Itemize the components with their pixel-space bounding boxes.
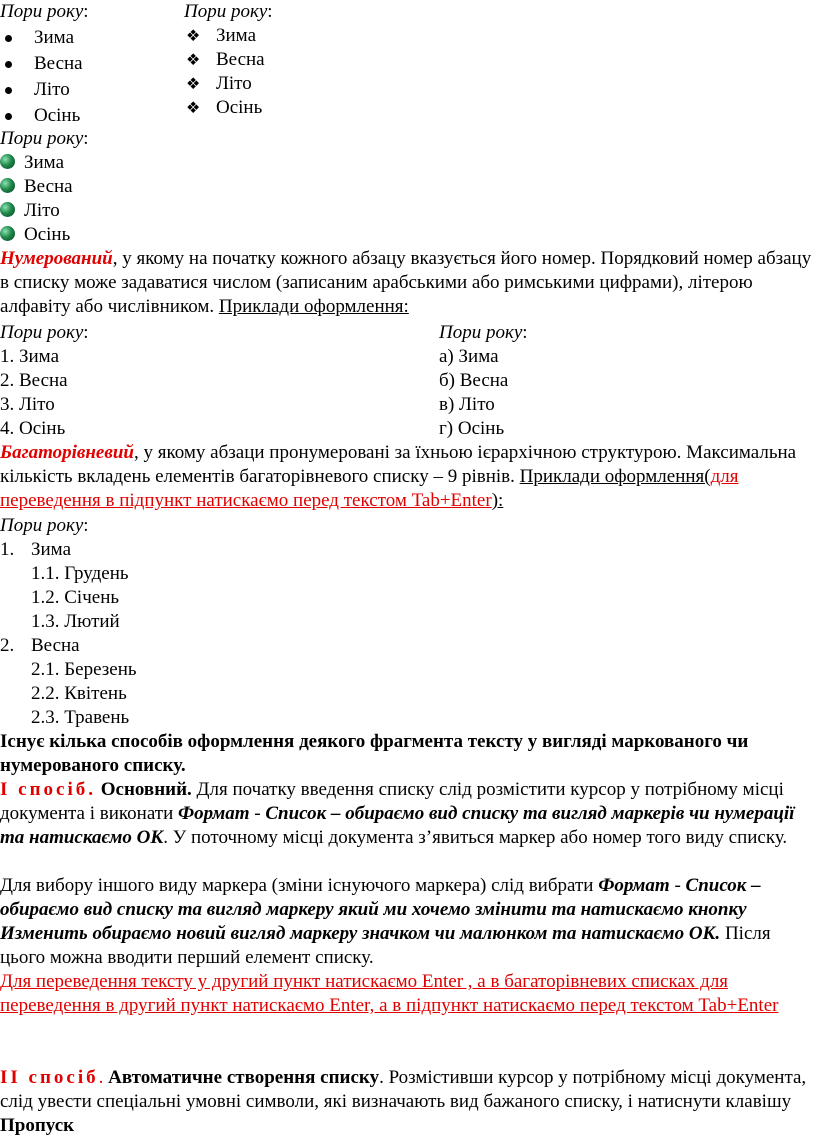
picture-bullet-icon (0, 178, 15, 193)
method-1-change-marker-paragraph: Для вибору іншого виду маркера (зміни існуючого маркера) слід вибрати Формат - Список – обираємо вид списку та вигляд маркеру який ми хочемо змінити та натискаємо кнопку Изменить обираємо новий вигляд маркеру значком чи малюнком та натискаємо ОК. Після цього можна вводити перший елемент списку. (0, 875, 771, 968)
sub-list-item: 1.3. Лютий (31, 611, 120, 632)
bullet-dot-icon (5, 87, 12, 94)
diamond-bullet-icon: ❖ (186, 50, 201, 69)
sub-list-item: 1.1. Грудень (31, 563, 129, 584)
list-title-globes: Пори року: (0, 128, 89, 149)
list-item: 1. Зима (0, 346, 60, 367)
list-item: в) Літо (439, 394, 495, 415)
list-item: а) Зима (439, 346, 499, 367)
numbered-example-title: Пори року: (0, 322, 89, 343)
enter-key-note: Для переведення тексту у другий пункт натискаємо Enter , а в багаторівневих списках для переведення в другий пункт натискаємо Enter, а в підпункт натискаємо перед текстом Tab+Enter (0, 971, 779, 1016)
list-title-dots: Пори року: (0, 1, 89, 22)
picture-bullet-icon (0, 226, 15, 241)
bullet-dot-icon (5, 35, 12, 42)
list-item: 2. Весна (0, 370, 68, 391)
method-2-paragraph: ІІ спосіб. Автоматичне створення списку. Розмістивши курсор у потрібному місці документа, слід увести спеціальні умовні символи, які визначають вид бажаного списку, і натиснути клавішу Пропуск (0, 1067, 807, 1136)
method-1-paragraph: І спосіб. Основний. Для початку введення списку слід розмістити курсор у потрібному місці документа і виконати Формат - Список – обираємо вид списку та вигляд маркерів чи нумерації та натискаємо ОК. У поточному місці документа з’явиться маркер або номер того виду списку. (0, 779, 795, 848)
list-item: г) Осінь (439, 418, 505, 439)
list-item: 4. Осінь (0, 418, 66, 439)
methods-heading: Існує кілька способів оформлення деякого фрагмента тексту у вигляді маркованого чи нумерованого списку. (0, 731, 749, 776)
sub-list-item: 2.2. Квітень (31, 683, 127, 704)
sub-list-item: 2.3. Травень (31, 707, 130, 728)
sub-list-item: 2.1. Березень (31, 659, 137, 680)
bullet-dot-icon (5, 61, 12, 68)
list-title-diamonds: Пори року: (184, 1, 273, 22)
multilevel-example-title: Пори року: (0, 515, 89, 536)
diamond-bullet-icon: ❖ (186, 26, 201, 45)
lettered-example-title: Пори року: (439, 322, 528, 343)
sub-list-item: 1.2. Січень (31, 587, 120, 608)
picture-bullet-icon (0, 154, 15, 169)
numbered-list-description: Нумерований, у якому на початку кожного абзацу вказується його номер. Порядковий номер абзацу в списку може задаватися числом (записаним арабськими або римськими цифрами), літерою алфавіту або числівником. Приклади оформлення: (0, 248, 812, 317)
diamond-bullet-icon: ❖ (186, 98, 201, 117)
list-item: 3. Літо (0, 394, 55, 415)
picture-bullet-icon (0, 202, 15, 217)
list-item: б) Весна (439, 370, 509, 391)
multilevel-list-description: Багаторівневий, у якому абзаци пронумеровані за їхньою ієрархічною структурою. Максимальна кількість вкладень елементів багаторівневого списку – 9 рівнів. Приклади оформлення(для переведення в підпункт натискаємо перед текстом Tab+Enter): (0, 442, 797, 511)
diamond-bullet-icon: ❖ (186, 74, 201, 93)
bullet-dot-icon (5, 113, 12, 120)
